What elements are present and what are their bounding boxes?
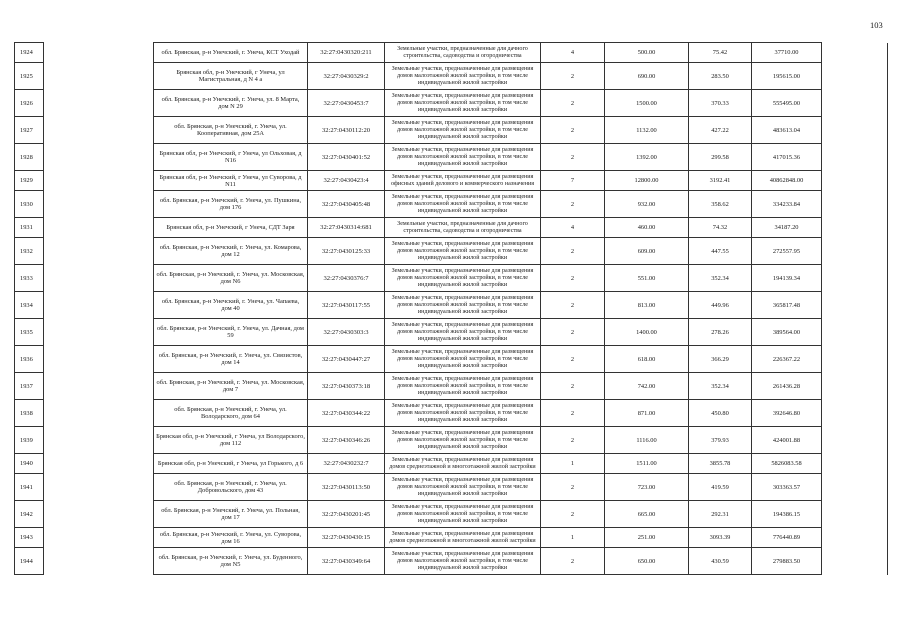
specific-value-cell: 379.93 [689, 427, 752, 454]
area-cell: 723.00 [605, 474, 689, 501]
cadastral-value-cell: 37710.00 [752, 43, 822, 63]
cadastral-value-cell: 389564.00 [752, 319, 822, 346]
use-group-cell: 2 [541, 548, 605, 575]
use-group-cell: 2 [541, 474, 605, 501]
spacer-cell [822, 218, 888, 238]
address-cell: обл. Брянская, р-н Унечский, г. Унеча, ул. Дачная, дом 59 [154, 319, 308, 346]
row-number-cell: 1938 [15, 400, 44, 427]
specific-value-cell: 449.96 [689, 292, 752, 319]
use-group-cell: 2 [541, 265, 605, 292]
cadastral-number-cell: 32:27:0430329:2 [308, 63, 385, 90]
row-number-cell: 1925 [15, 63, 44, 90]
spacer-cell [822, 171, 888, 191]
area-cell: 871.00 [605, 400, 689, 427]
table-row [15, 43, 888, 63]
spacer-cell [44, 346, 154, 373]
row-number-cell: 1930 [15, 191, 44, 218]
area-cell: 813.00 [605, 292, 689, 319]
table-row [15, 63, 888, 90]
table-row [15, 548, 888, 575]
cadastral-number-cell: 32:27:0430430:15 [308, 528, 385, 548]
specific-value-cell: 419.59 [689, 474, 752, 501]
address-cell: обл. Брянская, р-н Унечский, г. Унеча, КСТ Уходай [154, 43, 308, 63]
address-cell: обл. Брянская, р-н Унечский, г. Унеча, ул. 8 Марта, дом N 29 [154, 90, 308, 117]
table-row [15, 400, 888, 427]
area-cell: 1116.00 [605, 427, 689, 454]
area-cell: 1132.00 [605, 117, 689, 144]
use-group-cell: 1 [541, 454, 605, 474]
permitted-use-cell: Земельные участки, предназначенные для размещения домов малоэтажной жилой застройки, в том числе индивидуальной жилой застройки [385, 373, 541, 400]
spacer-cell [822, 474, 888, 501]
permitted-use-cell: Земельные участки, предназначенные для размещения домов малоэтажной жилой застройки, в том числе индивидуальной жилой застройки [385, 548, 541, 575]
cadastral-number-cell: 32:27:0430232:7 [308, 454, 385, 474]
use-group-cell: 2 [541, 501, 605, 528]
address-cell: Брянская обл, р-н Унечский, г Унеча, СДТ Заря [154, 218, 308, 238]
specific-value-cell: 447.55 [689, 238, 752, 265]
permitted-use-cell: Земельные участки, предназначенные для размещения домов малоэтажной жилой застройки, в том числе индивидуальной жилой застройки [385, 346, 541, 373]
permitted-use-cell: Земельные участки, предназначенные для размещения домов малоэтажной жилой застройки, в том числе индивидуальной жилой застройки [385, 191, 541, 218]
use-group-cell: 1 [541, 528, 605, 548]
cadastral-value-cell: 226367.22 [752, 346, 822, 373]
address-cell: обл. Брянская, р-н Унечский, г. Унеча, ул. Пушкина, дом 176 [154, 191, 308, 218]
row-number-cell: 1942 [15, 501, 44, 528]
table-row [15, 265, 888, 292]
area-cell: 665.00 [605, 501, 689, 528]
spacer-cell [822, 43, 888, 63]
cadastral-value-cell: 776440.89 [752, 528, 822, 548]
spacer-cell [44, 319, 154, 346]
row-number-cell: 1941 [15, 474, 44, 501]
address-cell: Брянская обл, р-н Унечский, г Унеча, ул Магистральная, д N 4 а [154, 63, 308, 90]
address-cell: обл. Брянская, р-н Унечский, г. Унеча, ул. Польная, дом 17 [154, 501, 308, 528]
address-cell: Брянская обл, р-н Унечский, г Унеча, ул Володарского, дом 112 [154, 427, 308, 454]
cadastral-value-cell: 5826083.58 [752, 454, 822, 474]
address-cell: обл. Брянская, р-н Унечский, г. Унеча, ул. Московская, дом N6 [154, 265, 308, 292]
use-group-cell: 2 [541, 117, 605, 144]
cadastral-value-cell: 279883.50 [752, 548, 822, 575]
cadastral-number-cell: 32:27:0430113:50 [308, 474, 385, 501]
cadastral-value-cell: 34187.20 [752, 218, 822, 238]
address-cell: обл. Брянская, р-н Унечский, г. Унеча, ул. Суворова, дом 16 [154, 528, 308, 548]
spacer-cell [822, 528, 888, 548]
cadastral-number-cell: 32:27:0430346:26 [308, 427, 385, 454]
cadastral-value-cell: 272557.95 [752, 238, 822, 265]
address-cell: Брянская обл, р-н Унечский, г Унеча, ул Суворова, д N11 [154, 171, 308, 191]
cadastral-value-cell: 555495.00 [752, 90, 822, 117]
cadastral-value-cell: 195615.00 [752, 63, 822, 90]
address-cell: обл. Брянская, р-н Унечский, г. Унеча, ул. Чапаева, дом 40 [154, 292, 308, 319]
row-number-cell: 1929 [15, 171, 44, 191]
cadastral-number-cell: 32:27:0430125:33 [308, 238, 385, 265]
cadastral-number-cell: 32:27:0430376:7 [308, 265, 385, 292]
spacer-cell [822, 346, 888, 373]
cadastral-number-cell: 32:27:0430344:22 [308, 400, 385, 427]
use-group-cell: 4 [541, 218, 605, 238]
spacer-cell [822, 265, 888, 292]
table-row [15, 218, 888, 238]
spacer-cell [822, 238, 888, 265]
spacer-cell [44, 474, 154, 501]
row-number-cell: 1944 [15, 548, 44, 575]
table-row [15, 171, 888, 191]
spacer-cell [822, 373, 888, 400]
cadastral-value-cell: 392646.80 [752, 400, 822, 427]
cadastral-value-cell: 303363.57 [752, 474, 822, 501]
spacer-cell [44, 171, 154, 191]
permitted-use-cell: Земельные участки, предназначенные для размещения домов малоэтажной жилой застройки, в том числе индивидуальной жилой застройки [385, 265, 541, 292]
spacer-cell [44, 373, 154, 400]
cadastral-value-cell: 483613.04 [752, 117, 822, 144]
cadastral-number-cell: 32:27:0430447:27 [308, 346, 385, 373]
table-row [15, 501, 888, 528]
table-row [15, 292, 888, 319]
spacer-cell [822, 90, 888, 117]
address-cell: обл. Брянская, р-н Унечский, г. Унеча, ул. Володарского, дом 64 [154, 400, 308, 427]
cadastral-value-cell: 194386.15 [752, 501, 822, 528]
address-cell: обл. Брянская, р-н Унечский, г. Унеча, ул. Связистов, дом 14 [154, 346, 308, 373]
use-group-cell: 2 [541, 63, 605, 90]
permitted-use-cell: Земельные участки, предназначенные для размещения домов малоэтажной жилой застройки, в том числе индивидуальной жилой застройки [385, 319, 541, 346]
table-row [15, 474, 888, 501]
table-row [15, 319, 888, 346]
permitted-use-cell: Земельные участки, предназначенные для размещения домов малоэтажной жилой застройки, в том числе индивидуальной жилой застройки [385, 117, 541, 144]
area-cell: 618.00 [605, 346, 689, 373]
spacer-cell [44, 90, 154, 117]
table-row [15, 454, 888, 474]
spacer-cell [822, 501, 888, 528]
area-cell: 742.00 [605, 373, 689, 400]
permitted-use-cell: Земельные участки, предназначенные для размещения домов малоэтажной жилой застройки, в том числе индивидуальной жилой застройки [385, 501, 541, 528]
use-group-cell: 2 [541, 144, 605, 171]
area-cell: 650.00 [605, 548, 689, 575]
cadastral-number-cell: 32:27:0430117:55 [308, 292, 385, 319]
cadastral-value-cell: 261436.28 [752, 373, 822, 400]
permitted-use-cell: Земельные участки, предназначенные для размещения домов малоэтажной жилой застройки, в том числе индивидуальной жилой застройки [385, 238, 541, 265]
use-group-cell: 2 [541, 373, 605, 400]
spacer-cell [44, 43, 154, 63]
area-cell: 932.00 [605, 191, 689, 218]
permitted-use-cell: Земельные участки, предназначенные для размещения домов малоэтажной жилой застройки, в том числе индивидуальной жилой застройки [385, 90, 541, 117]
spacer-cell [822, 548, 888, 575]
cadastral-number-cell: 32:27:0430349:64 [308, 548, 385, 575]
permitted-use-cell: Земельные участки, предназначенные для размещения домов малоэтажной жилой застройки, в том числе индивидуальной жилой застройки [385, 474, 541, 501]
area-cell: 460.00 [605, 218, 689, 238]
use-group-cell: 2 [541, 191, 605, 218]
table-body [15, 43, 888, 575]
row-number-cell: 1935 [15, 319, 44, 346]
spacer-cell [44, 265, 154, 292]
permitted-use-cell: Земельные участки, предназначенные для размещения домов малоэтажной жилой застройки, в том числе индивидуальной жилой застройки [385, 400, 541, 427]
row-number-cell: 1927 [15, 117, 44, 144]
permitted-use-cell: Земельные участки, предназначенные для размещения домов малоэтажной жилой застройки, в том числе индивидуальной жилой застройки [385, 144, 541, 171]
use-group-cell: 7 [541, 171, 605, 191]
table-row [15, 373, 888, 400]
table-row [15, 528, 888, 548]
specific-value-cell: 292.31 [689, 501, 752, 528]
row-number-cell: 1943 [15, 528, 44, 548]
spacer-cell [822, 319, 888, 346]
specific-value-cell: 352.34 [689, 373, 752, 400]
row-number-cell: 1936 [15, 346, 44, 373]
spacer-cell [44, 528, 154, 548]
specific-value-cell: 3192.41 [689, 171, 752, 191]
specific-value-cell: 74.32 [689, 218, 752, 238]
table-row [15, 427, 888, 454]
area-cell: 1400.00 [605, 319, 689, 346]
area-cell: 609.00 [605, 238, 689, 265]
address-cell: обл. Брянская, р-н Унечский, г. Унеча, ул. Московская, дом 7 [154, 373, 308, 400]
use-group-cell: 2 [541, 319, 605, 346]
page-number: 103 [870, 20, 883, 30]
cadastral-value-cell: 194139.34 [752, 265, 822, 292]
spacer-cell [44, 191, 154, 218]
area-cell: 1392.00 [605, 144, 689, 171]
spacer-cell [44, 427, 154, 454]
use-group-cell: 2 [541, 400, 605, 427]
permitted-use-cell: Земельные участки, предназначенные для размещения домов среднеэтажной и многоэтажной жилой застройки [385, 528, 541, 548]
spacer-cell [44, 117, 154, 144]
spacer-cell [44, 454, 154, 474]
cadastral-number-cell: 32:27:0430201:45 [308, 501, 385, 528]
specific-value-cell: 366.29 [689, 346, 752, 373]
use-group-cell: 2 [541, 90, 605, 117]
row-number-cell: 1937 [15, 373, 44, 400]
row-number-cell: 1934 [15, 292, 44, 319]
row-number-cell: 1933 [15, 265, 44, 292]
cadastral-number-cell: 32:27:0430373:18 [308, 373, 385, 400]
spacer-cell [822, 144, 888, 171]
cadastral-number-cell: 32:27:0430303:3 [308, 319, 385, 346]
use-group-cell: 2 [541, 346, 605, 373]
row-number-cell: 1924 [15, 43, 44, 63]
permitted-use-cell: Земельные участки, предназначенные для дачного строительства, садоводства и огородничества [385, 43, 541, 63]
area-cell: 500.00 [605, 43, 689, 63]
spacer-cell [822, 454, 888, 474]
spacer-cell [44, 400, 154, 427]
address-cell: обл. Брянская, р-н Унечский, г. Унеча, ул. Комарова, дом 12 [154, 238, 308, 265]
cadastral-value-cell: 417015.36 [752, 144, 822, 171]
cadastral-number-cell: 32:27:0430314:681 [308, 218, 385, 238]
permitted-use-cell: Земельные участки, предназначенные для размещения офисных зданий делового и коммерческого назначения [385, 171, 541, 191]
cadastral-number-cell: 32:27:0430423:4 [308, 171, 385, 191]
specific-value-cell: 283.50 [689, 63, 752, 90]
specific-value-cell: 3093.39 [689, 528, 752, 548]
spacer-cell [44, 218, 154, 238]
spacer-cell [822, 400, 888, 427]
spacer-cell [822, 63, 888, 90]
spacer-cell [44, 238, 154, 265]
permitted-use-cell: Земельные участки, предназначенные для размещения домов среднеэтажной и многоэтажной жилой застройки [385, 454, 541, 474]
table-row [15, 346, 888, 373]
specific-value-cell: 450.80 [689, 400, 752, 427]
specific-value-cell: 299.58 [689, 144, 752, 171]
address-cell: обл. Брянская, р-н Унечский, г. Унеча, ул. Добровольского, дом 43 [154, 474, 308, 501]
specific-value-cell: 370.33 [689, 90, 752, 117]
specific-value-cell: 75.42 [689, 43, 752, 63]
cadastral-number-cell: 32:27:0430453:7 [308, 90, 385, 117]
cadastral-value-cell: 334233.84 [752, 191, 822, 218]
cadastral-number-cell: 32:27:0430405:48 [308, 191, 385, 218]
address-cell: Брянская обл, р-н Унечский, г Унеча, ул Ольховая, д N16 [154, 144, 308, 171]
cadastral-value-cell: 424001.88 [752, 427, 822, 454]
address-cell: обл. Брянская, р-н Унечский, г. Унеча, ул. Буденного, дом N5 [154, 548, 308, 575]
permitted-use-cell: Земельные участки, предназначенные для дачного строительства, садоводства и огородничества [385, 218, 541, 238]
area-cell: 1500.00 [605, 90, 689, 117]
specific-value-cell: 278.26 [689, 319, 752, 346]
address-cell: обл. Брянская, р-н Унечский, г. Унеча, ул. Кооперативная, дом 25А [154, 117, 308, 144]
spacer-cell [822, 117, 888, 144]
row-number-cell: 1926 [15, 90, 44, 117]
spacer-cell [44, 501, 154, 528]
cadastral-value-cell: 365817.48 [752, 292, 822, 319]
use-group-cell: 2 [541, 427, 605, 454]
spacer-cell [44, 292, 154, 319]
area-cell: 551.00 [605, 265, 689, 292]
area-cell: 690.00 [605, 63, 689, 90]
row-number-cell: 1939 [15, 427, 44, 454]
row-number-cell: 1931 [15, 218, 44, 238]
specific-value-cell: 430.59 [689, 548, 752, 575]
row-number-cell: 1932 [15, 238, 44, 265]
spacer-cell [44, 144, 154, 171]
specific-value-cell: 3855.78 [689, 454, 752, 474]
spacer-cell [822, 292, 888, 319]
row-number-cell: 1928 [15, 144, 44, 171]
specific-value-cell: 352.34 [689, 265, 752, 292]
table-row [15, 144, 888, 171]
spacer-cell [822, 191, 888, 218]
use-group-cell: 2 [541, 238, 605, 265]
cadastral-value-cell: 40862848.00 [752, 171, 822, 191]
use-group-cell: 2 [541, 292, 605, 319]
spacer-cell [44, 63, 154, 90]
area-cell: 12800.00 [605, 171, 689, 191]
cadastral-value-table [14, 42, 888, 575]
address-cell: Брянская обл, р-н Унечский, г Унеча, ул Горького, д 6 [154, 454, 308, 474]
row-number-cell: 1940 [15, 454, 44, 474]
specific-value-cell: 427.22 [689, 117, 752, 144]
cadastral-number-cell: 32:27:0430401:52 [308, 144, 385, 171]
cadastral-number-cell: 32:27:0430112:20 [308, 117, 385, 144]
area-cell: 251.00 [605, 528, 689, 548]
area-cell: 1511.00 [605, 454, 689, 474]
spacer-cell [44, 548, 154, 575]
specific-value-cell: 358.62 [689, 191, 752, 218]
use-group-cell: 4 [541, 43, 605, 63]
table-row [15, 191, 888, 218]
table-row [15, 238, 888, 265]
spacer-cell [822, 427, 888, 454]
permitted-use-cell: Земельные участки, предназначенные для размещения домов малоэтажной жилой застройки, в том числе индивидуальной жилой застройки [385, 63, 541, 90]
table-row [15, 90, 888, 117]
cadastral-number-cell: 32:27:0430320:211 [308, 43, 385, 63]
permitted-use-cell: Земельные участки, предназначенные для размещения домов малоэтажной жилой застройки, в том числе индивидуальной жилой застройки [385, 427, 541, 454]
table-row [15, 117, 888, 144]
permitted-use-cell: Земельные участки, предназначенные для размещения домов малоэтажной жилой застройки, в том числе индивидуальной жилой застройки [385, 292, 541, 319]
